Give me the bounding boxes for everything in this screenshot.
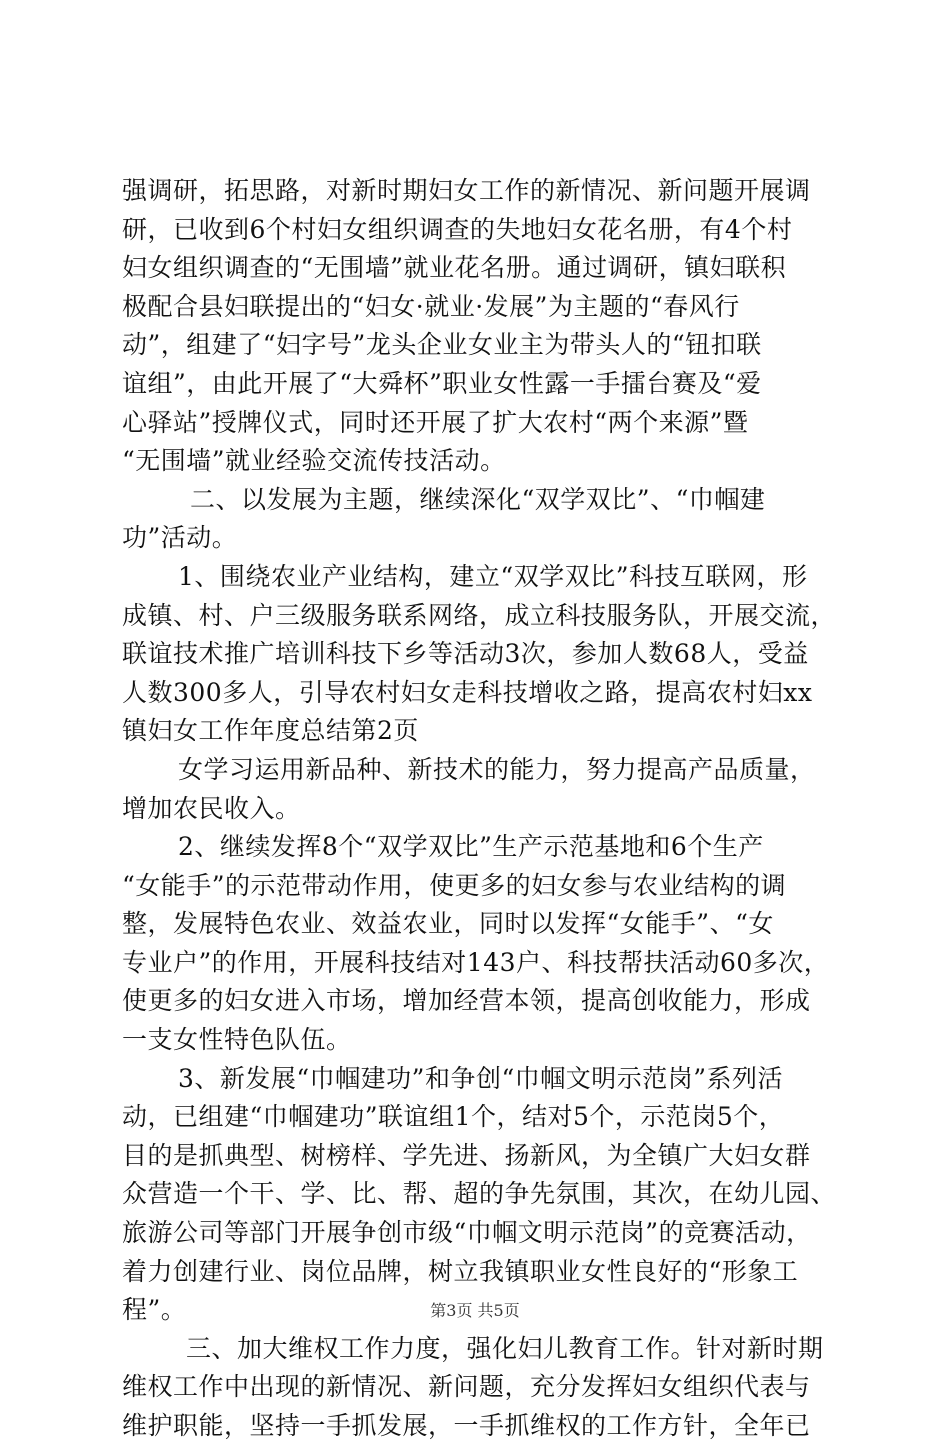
text-line: 研，已收到6个村妇女组织调查的失地妇女花名册，有4个村 (122, 214, 793, 244)
text-line: 旅游公司等部门开展争创市级“巾帼文明示范岗”的竞赛活动， (122, 1218, 812, 1248)
text-line: 维护职能，坚持一手抓发展，一手抓维权的工作方针，全年已 (122, 1411, 811, 1440)
text-line: 联谊技术推广培训科技下乡等活动3次，参加人数68人，受益 (122, 639, 809, 669)
text-line: 专业户”的作用，开展科技结对143户、科技帮扶活动60多次， (122, 947, 830, 977)
text-line: 众营造一个干、学、比、帮、超的争先氛围，其次，在幼儿园、 (122, 1179, 837, 1209)
text-line: 心驿站”授牌仪式，同时还开展了扩大农村“两个来源”暨 (122, 407, 749, 437)
text-line: 着力创建行业、岗位品牌，树立我镇职业女性良好的“形象工 (122, 1256, 799, 1286)
text-line: 极配合县妇联提出的“妇女·就业·发展”为主题的“春风行 (122, 291, 740, 321)
text-line: 维权工作中出现的新情况、新问题，充分发挥妇女组织代表与 (122, 1372, 811, 1402)
text-line: 1、围绕农业产业结构，建立“双学双比”科技互联网，形 (178, 561, 808, 591)
text-line: 整，发展特色农业、效益农业，同时以发挥“女能手”、“女 (122, 909, 774, 939)
text-line: 谊组”，由此开展了“大舜杯”职业女性露一手擂台赛及“爱 (122, 368, 762, 398)
text-line: “女能手”的示范带动作用，使更多的妇女参与农业结构的调 (122, 870, 787, 900)
text-line: 女学习运用新品种、新技术的能力，努力提高产品质量， (178, 754, 816, 784)
document-body (122, 172, 842, 1446)
text-line: 三、加大维权工作力度，强化妇儿教育工作。针对新时期 (186, 1333, 824, 1363)
text-line: 使更多的妇女进入市场，增加经营本领，提高创收能力，形成 (122, 986, 811, 1016)
text-line: 增加农民收入。 (122, 793, 301, 823)
text-line: 目的是抓典型、树榜样、学先进、扬新风，为全镇广大妇女群 (122, 1140, 811, 1170)
text-line: 动”，组建了“妇字号”龙头企业女业主为带头人的“钮扣联 (122, 330, 762, 360)
text-line: 2、继续发挥8个“双学双比”生产示范基地和6个生产 (178, 832, 764, 862)
text-line: 二、以发展为主题，继续深化“双学双比”、“巾帼建 (190, 484, 766, 514)
text-line: 人数300多人，引导农村妇女走科技增收之路，提高农村妇xx (122, 677, 813, 707)
text-line: 程”。 (122, 1295, 187, 1325)
text-line: 3、新发展“巾帼建功”和争创“巾帼文明示范岗”系列活 (178, 1063, 784, 1093)
text-line: 妇女组织调查的“无围墙”就业花名册。通过调研，镇妇联积 (122, 253, 787, 283)
page-footer: 第3页 共5页 (430, 1301, 520, 1320)
text-line: 动，已组建“巾帼建功”联谊组1个，结对5个，示范岗5个， (122, 1102, 785, 1132)
text-line: 功”活动。 (122, 523, 238, 553)
text-line: 镇妇女工作年度总结第2页 (122, 716, 419, 746)
text-line: 成镇、村、户三级服务联系网络，成立科技服务队，开展交流， (122, 600, 837, 630)
text-line: 一支女性特色队伍。 (122, 1025, 352, 1055)
text-line: “无围墙”就业经验交流传技活动。 (122, 446, 506, 476)
text-line: 强调研，拓思路，对新时期妇女工作的新情况、新问题开展调 (122, 176, 811, 205)
